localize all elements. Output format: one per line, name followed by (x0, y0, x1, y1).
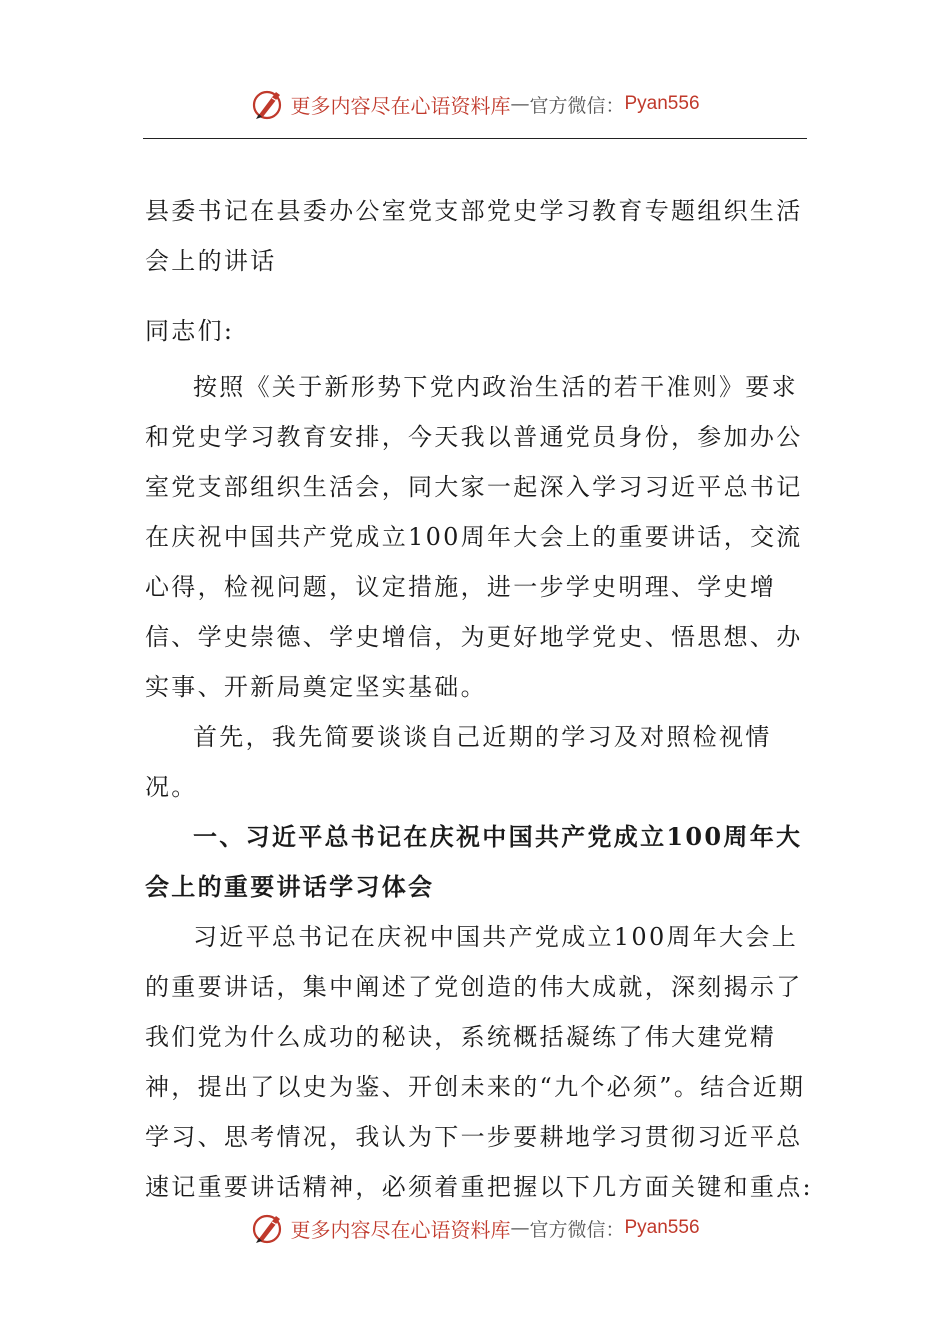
paragraph-1: 按照《关于新形势下党内政治生活的若干准则》要求和党史学习教育安排，今天我以普通党员身份，参加办公室党支部组织生活会，同大家一起深入学习习近平总书记在庆祝中国共产党成立100周年大会上的重要讲话，交流心得，检视问题，议定措施，进一步学史明理、学史增信、学史崇德、学史增信，为更好地学党史、悟思想、办实事、开新局奠定坚实基础。 (145, 373, 803, 701)
quill-pen-logo-icon (250, 86, 286, 122)
header-divider (143, 138, 807, 139)
salutation: 同志们: (145, 317, 235, 345)
banner-wechat-id: Pyan556 (624, 1217, 700, 1238)
banner-dash: — (510, 1217, 530, 1239)
paragraph-3: 习近平总书记在庆祝中国共产党成立100周年大会上的重要讲话，集中阐述了党创造的伟大成就，深刻揭示了我们党为什么成功的秘诀，系统概括凝练了伟大建党精神，提出了以史为鉴、开创未来的“九个必须”。结合近期学习、思考情况，我认为下一步要耕地学习贯彻习近平总速记重要讲话精神，必须着重把握以下几方面关键和重点: (145, 923, 813, 1201)
banner-wechat-id: Pyan556 (624, 93, 700, 114)
banner-red-text: 更多内容尽在心语资料库 (290, 1217, 511, 1242)
header-watermark-banner (0, 84, 950, 124)
document-body (145, 186, 815, 1212)
document-title: 县委书记在县委办公室党支部党史学习教育专题组织生活会上的讲话 (145, 197, 803, 275)
footer-watermark-banner (0, 1208, 950, 1248)
section-heading-1: 一、习近平总书记在庆祝中国共产党成立100周年大会上的重要讲话学习体会 (145, 822, 803, 901)
paragraph-2: 首先，我先简要谈谈自己近期的学习及对照检视情况。 (145, 723, 772, 801)
banner-red-text: 更多内容尽在心语资料库 (290, 93, 511, 118)
banner-dash: — (510, 93, 530, 115)
banner-wechat-label: 官方微信： (529, 1218, 625, 1241)
quill-pen-logo-icon (250, 1210, 286, 1246)
banner-wechat-label: 官方微信： (529, 94, 625, 117)
